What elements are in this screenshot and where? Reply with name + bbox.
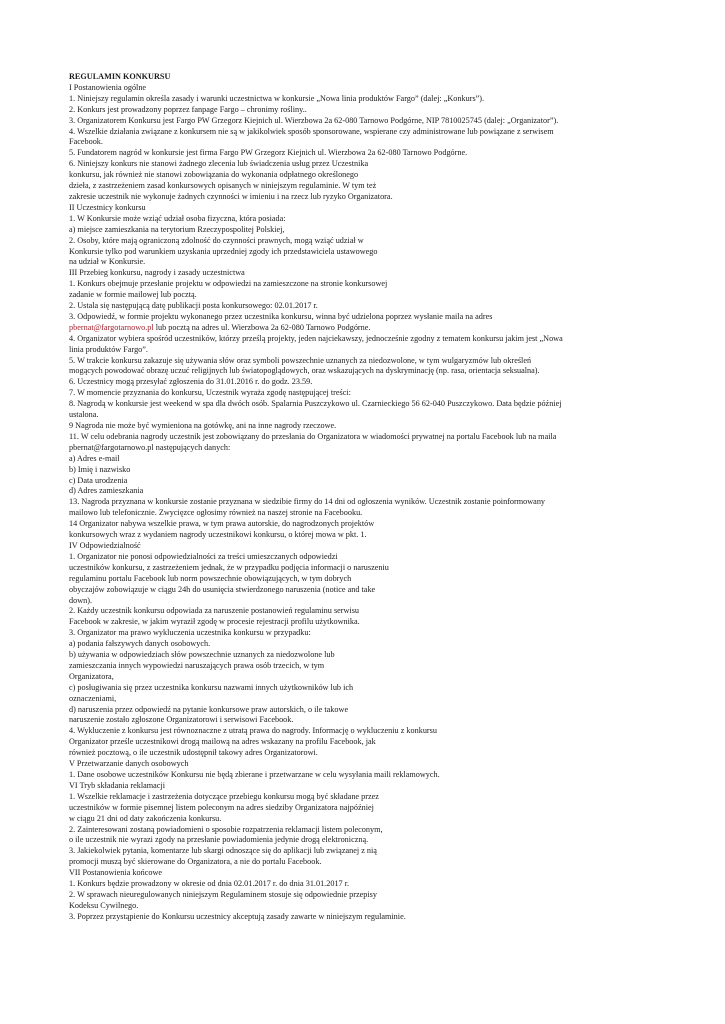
document-line: 2. Każdy uczestnik konkursu odpowiada za naruszenie postanowień regulaminu serwisu: [69, 606, 360, 616]
document-line: 1. Niniejszy regulamin określa zasady i warunki uczestnictwa w konkursie „Nowa linia produktów Fargo” (dalej: „Konkurs”).: [69, 93, 485, 103]
document-line: uczestników w formie pisemnej listem poleconym na adres siedziby Organizatora najpóźniej: [69, 802, 374, 812]
document-line: dzieła, z zastrzeżeniem zasad konkursowych opisanych w niniejszym regulaminie. W tym też: [69, 181, 377, 191]
document-line: konkursowych wraz z wydaniem nagrody uczestnikowi konkursu, o której mowa w pkt. 1.: [69, 530, 367, 540]
document-line: konkursu, jak również nie stanowi zobowiązania do wykonania odpłatnego określonego: [69, 170, 359, 180]
email-link[interactable]: pbernat@fargotarnowo.pl: [69, 322, 154, 332]
document-line: 2. W sprawach nieuregulowanych niniejszym Regulaminem stosuje się odpowiednie przepisy: [69, 889, 377, 899]
document-line: 1. Organizator nie ponosi odpowiedzialności za treści umieszczanych odpowiedzi: [69, 551, 338, 561]
document-line: 1. Wszelkie reklamacje i zastrzeżenia dotyczące przebiegu konkursu mogą być składane przez: [69, 791, 379, 801]
document-line: 4. Wszelkie działania związane z konkursem nie są w jakikolwiek sposób sponsorowane, wspierane czy administrowane lub powiązane z serwisem: [69, 126, 554, 136]
email-line-text: lub pocztą na adres ul. Wierzbowa 2a 62-080 Tarnowo Podgórne.: [153, 322, 371, 332]
document-line: III Przebieg konkursu, nagrody i zasady uczestnictwa: [69, 268, 245, 278]
document-line: 3. Jakiekolwiek pytania, komentarze lub skargi odnoszące się do aplikacji lub związanej z nią: [69, 846, 377, 856]
document-line: II Uczestnicy konkursu: [69, 202, 146, 212]
document-line: 6. Niniejszy konkurs nie stanowi żadnego zlecenia lub świadczenia usług przez Uczestnika: [69, 159, 369, 169]
document-title: REGULAMIN KONKURSU: [69, 72, 171, 81]
document-line: 9 Nagroda nie może być wymieniona na gotówkę, ani na inne nagrody rzeczowe.: [69, 421, 337, 430]
document-line: a) miejsce zamieszkania na terytorium Rzeczypospolitej Polskiej,: [69, 224, 285, 234]
document-line: pbernat@fargotarnowo.pl następujących danych:: [69, 442, 231, 452]
document-line: 8. Nagrodą w konkursie jest weekend w spa dla dwóch osób. Spalarnia Puszczykowo ul. Czarnieckiego 56 62-040 Puszczykowo. Data będzie później: [69, 399, 562, 409]
document-line: 2. Ustala się następującą datę publikacji posta konkursowego: 02.01.2017 r.: [69, 301, 318, 311]
document-line: również pocztową, o ile uczestnik udostępnił takowy adres Organizatorowi.: [69, 748, 318, 758]
document-line: IV Odpowiedzialność: [69, 540, 141, 550]
document-line: VI Tryb składania reklamacji: [69, 780, 166, 790]
document-line: Konkursie tylko pod warunkiem uzyskania uprzedniej zgody ich przedstawiciela ustawowego: [69, 246, 378, 256]
document-line: 7. W momencie przyznania do konkursu, Uczestnik wyraża zgodę następującej treści:: [69, 388, 351, 398]
document-line: 4. Organizator wybiera spośród uczestników, którzy prześlą projekty, jeden najciekawszy, jednocześnie zgodny z tematem konkursu jakim jest „Nowa: [69, 333, 563, 343]
document-line: ustalona.: [69, 410, 99, 420]
document-line: zakresie uczestnik nie wykonuje żadnych czynności w imieniu i na rzecz lub ryzyko Organizatora.: [69, 191, 393, 201]
document-line: Organizator prześle uczestnikowi drogą mailową na adres wskazany na profilu Facebook, jak: [69, 737, 376, 747]
document-body: [69, 83, 669, 923]
document-line: c) Data urodzenia: [69, 475, 128, 485]
document-line: 3. Poprzez przystąpienie do Konkursu uczestnicy akceptują zasady zawarte w niniejszym regulaminie.: [69, 911, 406, 921]
document-line: zadanie w formie mailowej lub pocztą.: [69, 290, 197, 300]
document-line: c) posługiwania się przez uczestnika konkursu nazwami innych użytkowników lub ich: [69, 682, 354, 692]
document-line: 3. Organizatorem Konkursu jest Fargo PW Grzegorz Kiejnich ul. Wierzbowa 2a 62-080 Tarnowo Podgórne, NIP 7810025745 (dalej: „Organizator”).: [69, 115, 559, 125]
document-line: naruszenie zostało zgłoszone Organizatorowi i serwisowi Facebook.: [69, 715, 294, 725]
document-line: 4. Wykluczenie z konkursu jest równoznaczne z utratą prawa do nagrody. Informację o wykluczeniu z konkursu: [69, 726, 437, 736]
document-line: 6. Uczestnicy mogą przesyłać zgłoszenia do 31.01.2016 r. do godz. 23.59.: [69, 377, 313, 387]
document-line: 5. Fundatorem nagród w konkursie jest firma Fargo PW Grzegorz Kiejnich ul. Wierzbowa 2a 62-080 Tarnowo Podgórne.: [69, 148, 468, 158]
document-line: 1. Konkurs będzie prowadzony w okresie od dnia 02.01.2017 r. do dnia 31.01.2017 r.: [69, 879, 350, 889]
document-line: 5. W trakcie konkursu zakazuje się używania słów oraz symboli powszechnie uznanych za niedozwolone, w tym wulgaryzmów lub określeń: [69, 355, 532, 365]
document-line: V Przetwarzanie danych osobowych: [69, 759, 189, 769]
document-line: obyczajów zobowiązuje w ciągu 24h do usunięcia stwierdzonego naruszenia (notice and take: [69, 584, 376, 594]
document-line: uczestników konkursu, z zastrzeżeniem jednak, że w przypadku podjęcia informacji o naruszeniu: [69, 562, 389, 572]
document-line: 3. Organizator ma prawo wykluczenia uczestnika konkursu w przypadku:: [69, 628, 311, 638]
document-line: down).: [69, 595, 93, 605]
document-line: b) używania w odpowiedziach słów powszechnie uznanych za niedozwolone lub: [69, 650, 335, 660]
document-line: regulaminu portalu Facebook lub norm powszechnie obowiązujących, w tym dobrych: [69, 573, 352, 583]
document-line: promocji muszą być skierowane do Organizatora, a nie do portalu Facebook.: [69, 857, 322, 867]
document-line: zamieszczania innych wypowiedzi naruszających prawa osób trzecich, w tym: [69, 660, 325, 670]
document-line: Facebook.: [69, 137, 103, 147]
document-line: mailowo lub telefonicznie. Zwycięzce ogłosimy również na naszej stronie na Facebooku.: [69, 508, 363, 518]
document-line: 3. Odpowiedź, w formie projektu wykonanego przez uczestnika konkursu, winna być udzielona poprzez wysłanie maila na adres: [69, 311, 493, 321]
email-line: [69, 323, 669, 334]
document-line: Organizatora,: [69, 671, 114, 681]
document-line: 1. Konkurs obejmuje przesłanie projektu w odpowiedzi na zamieszczone na stronie konkursowej: [69, 279, 388, 289]
document-line: 2. Zainteresowani zostaną powiadomieni o sposobie rozpatrzenia reklamacji listem poleconym,: [69, 824, 383, 834]
document-line: 14 Organizator nabywa wszelkie prawa, w tym prawa autorskie, do nagrodzonych projektów: [69, 519, 375, 529]
document-line: a) Adres e-mail: [69, 453, 120, 463]
document-line: VII Postanowienia końcowe: [69, 868, 163, 878]
document-line: b) Imię i nazwisko: [69, 464, 131, 474]
document-line: 1. W Konkursie może wziąć udział osoba fizyczna, która posiada:: [69, 213, 286, 223]
document-line: o ile uczestnik nie wyrazi zgody na przesłanie powiadomienia jedynie drogą elektroniczną.: [69, 835, 369, 845]
document-line: oznaczeniami,: [69, 693, 117, 703]
regulation-document: [69, 72, 669, 923]
document-line: na udział w Konkursie.: [69, 257, 146, 267]
document-line: 11. W celu odebrania nagrody uczestnik jest zobowiązany do przesłania do Organizatora w wiadomości prywatnej na portalu Facebook lub na maila: [69, 431, 557, 441]
document-line: Facebook w zakresie, w jakim wyraził zgodę w procesie rejestracji profilu użytkownika.: [69, 617, 360, 627]
document-line: 2. Osoby, które mają ograniczoną zdolność do czynności prawnych, mogą wziąć udział w: [69, 235, 364, 245]
document-line: w ciągu 21 dni od daty zakończenia konkursu.: [69, 813, 222, 823]
document-line: mogących powodować obrazę uczuć religijnych lub światopoglądowych, oraz wskazujących na dyskryminację (np. rasa, orientacja seksualna).: [69, 366, 540, 376]
document-line: Kodeksu Cywilnego.: [69, 900, 139, 910]
document-line: I Postanowienia ogólne: [69, 82, 147, 92]
document-line: 2. Konkurs jest prowadzony poprzez fanpage Fargo – chronimy rośliny..: [69, 104, 307, 114]
document-line: d) Adres zamieszkania: [69, 486, 144, 496]
document-line: linia produktów Fargo”.: [69, 344, 148, 354]
document-line: 13. Nagroda przyznana w konkursie zostanie przyznana w siedzibie firmy do 14 dni od ogłoszenia wyników. Uczestnik zostanie poinformowany: [69, 497, 546, 507]
document-line: 1. Dane osobowe uczestników Konkursu nie będą zbierane i przetwarzane w celu wysyłania maili reklamowych.: [69, 770, 440, 779]
document-line: a) podania fałszywych danych osobowych.: [69, 639, 211, 649]
document-line: d) naruszenia przez odpowiedź na pytanie konkursowe praw autorskich, o ile takowe: [69, 704, 349, 714]
